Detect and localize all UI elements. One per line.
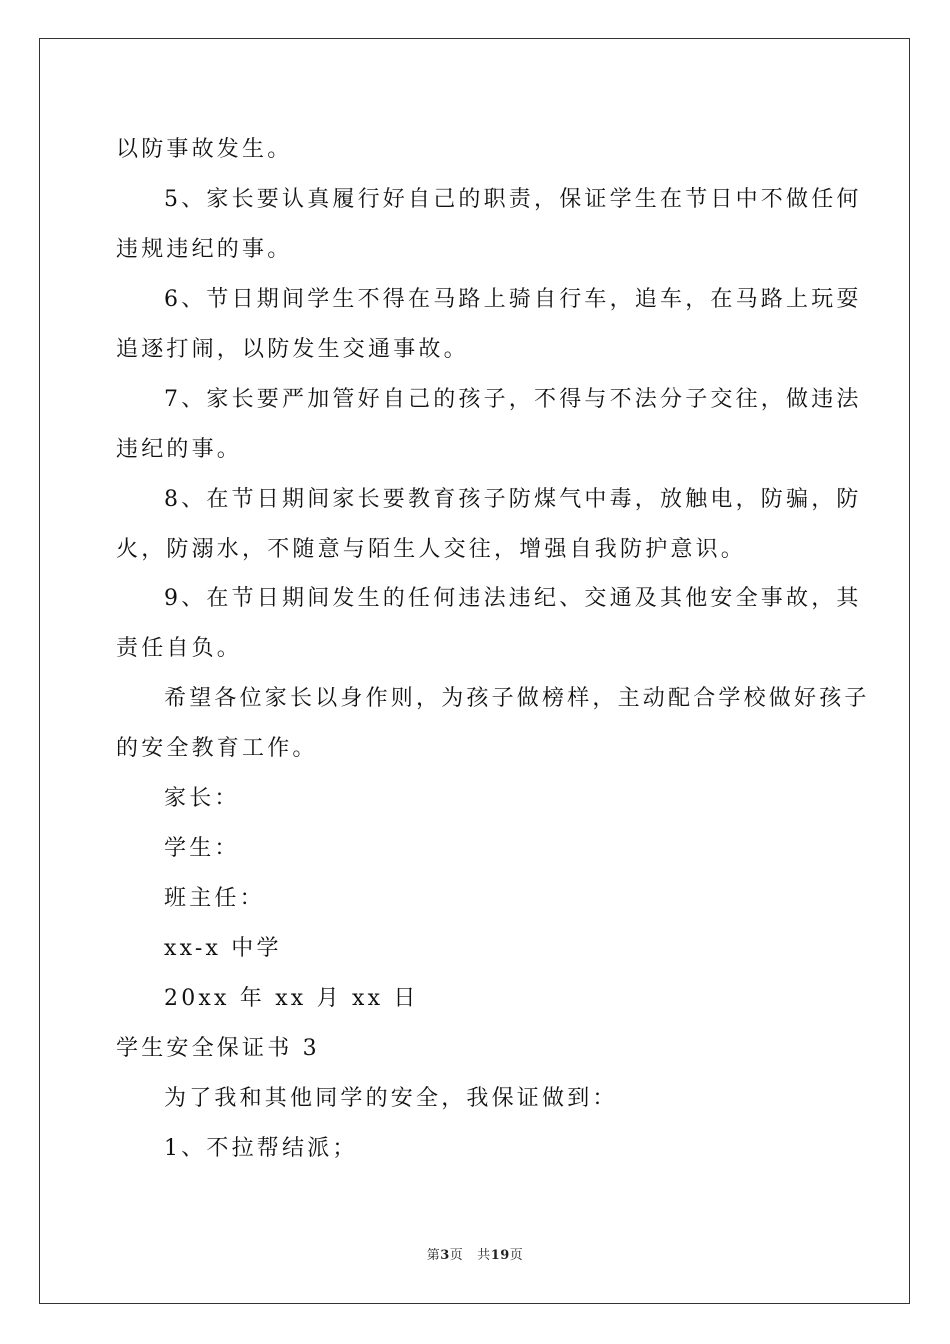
paragraph-line: 火，防溺水，不随意与陌生人交往，增强自我防护意识。 [116,537,747,562]
total-suffix: 页 [509,1248,524,1263]
signature-label-teacher: 班主任： [164,886,265,911]
paragraph-line: 希望各位家长以身作则，为孩子做榜样，主动配合学校做好孩子 [164,686,870,711]
paragraph-line: 7、家长要严加管好自己的孩子，不得与不法分子交往，做违法 [164,387,862,412]
page-current: 3 [440,1248,450,1263]
paragraph-line: 8、在节日期间家长要教育孩子防煤气中毒，放触电，防骗，防 [164,487,862,512]
paragraph-line: 9、在节日期间发生的任何违法违纪、交通及其他安全事故，其 [164,586,862,611]
paragraph-line: 为了我和其他同学的安全，我保证做到： [164,1086,618,1111]
page-prefix: 第 [426,1248,441,1263]
paragraph-line: 追逐打闹，以防发生交通事故。 [116,337,469,362]
page-total: 19 [490,1248,510,1263]
paragraph-line: 以防事故发生。 [116,137,293,162]
page-suffix: 页 [449,1248,464,1263]
page-frame [39,38,910,1304]
paragraph-line: 责任自负。 [116,636,243,661]
school-name: xx-x 中学 [164,936,282,961]
paragraph-line: 的安全教育工作。 [116,736,318,761]
paragraph-line: 违规违纪的事。 [116,237,293,262]
paragraph-line: 违纪的事。 [116,437,243,462]
signature-label-student: 学生： [164,836,240,861]
paragraph-line: 5、家长要认真履行好自己的职责，保证学生在节日中不做任何 [164,187,862,212]
section-title: 学生安全保证书 3 [116,1036,320,1061]
signature-label-parent: 家长： [164,786,240,811]
paragraph-line: 1、不拉帮结派； [164,1136,358,1161]
page-footer [0,1244,950,1263]
document-date: 20xx 年 xx 月 xx 日 [164,986,419,1011]
total-prefix: 共 [477,1248,491,1263]
paragraph-line: 6、节日期间学生不得在马路上骑自行车，追车，在马路上玩耍 [164,287,862,312]
